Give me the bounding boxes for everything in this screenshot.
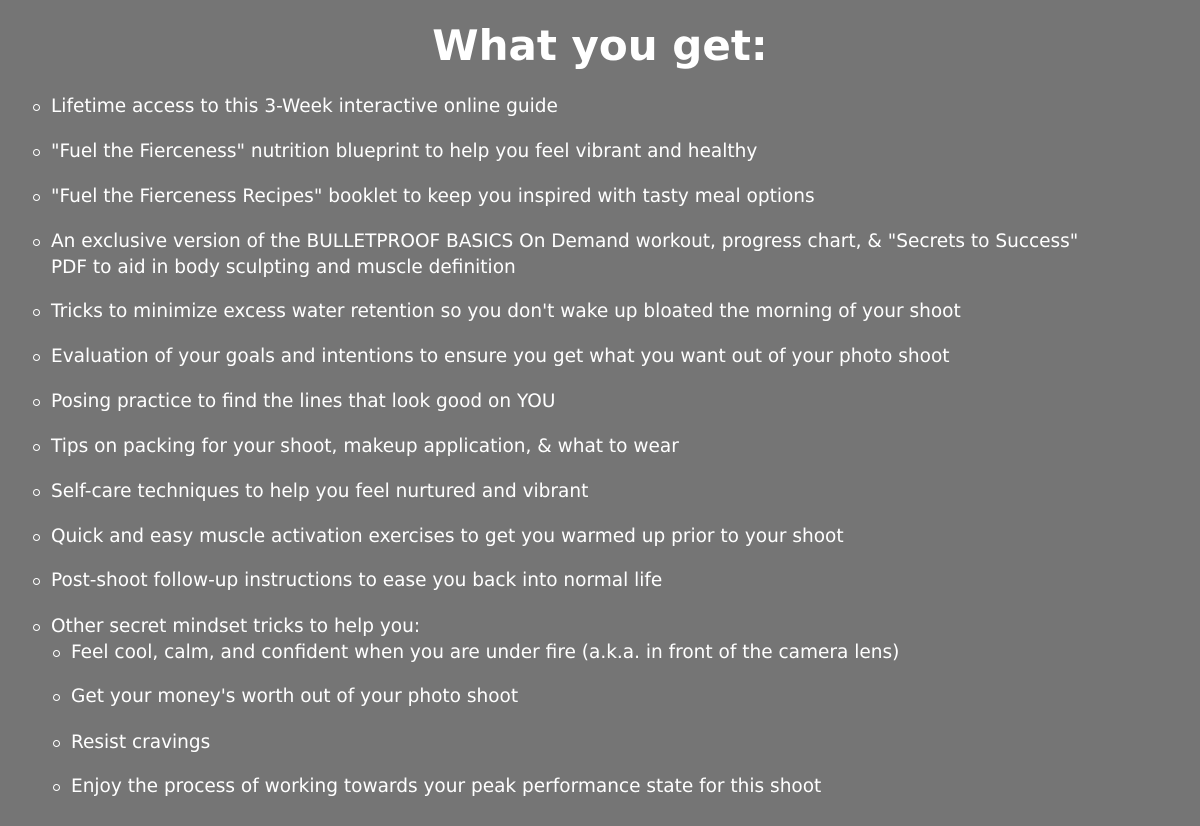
bullet-circle-icon (33, 399, 40, 406)
bullet-circle-icon (33, 104, 40, 111)
list-item-text: An exclusive version of the BULLETPROOF BASICS On Demand workout, progress chart, & "Secrets to Success" (51, 231, 1079, 252)
bullet-circle-icon (33, 354, 40, 361)
bullet-circle-icon (33, 444, 40, 451)
list-item-text-continued: PDF to aid in body sculpting and muscle definition (51, 257, 516, 278)
list-item-text: Other secret mindset tricks to help you: (51, 616, 421, 637)
page-title: What you get: (432, 21, 768, 70)
bullet-circle-icon (33, 194, 40, 201)
list-item-text: Post-shoot follow-up instructions to ease you back into normal life (51, 570, 663, 591)
list-item-text: "Fuel the Fierceness" nutrition blueprint to help you feel vibrant and healthy (51, 141, 758, 162)
sub-list-item-text: Resist cravings (71, 732, 211, 753)
list-item (51, 344, 1161, 370)
bullet-circle-icon (53, 740, 60, 747)
bullet-circle-icon (33, 309, 40, 316)
list-item-text: Evaluation of your goals and intentions to ensure you get what you want out of your photo shoot (51, 346, 950, 367)
list-item-text: Lifetime access to this 3-Week interactive online guide (51, 96, 558, 117)
list-item (51, 184, 1161, 210)
list-item-text: "Fuel the Fierceness Recipes" booklet to keep you inspired with tasty meal options (51, 186, 815, 207)
list-item (51, 94, 1161, 120)
bullet-circle-icon (53, 694, 60, 701)
list-item-text: Tricks to minimize excess water retention so you don't wake up bloated the morning of your shoot (51, 301, 961, 322)
bullet-circle-icon (33, 534, 40, 541)
list-item (51, 568, 1161, 594)
sub-list-item-text: Feel cool, calm, and confident when you are under fire (a.k.a. in front of the camera lens) (71, 642, 900, 663)
list-item (51, 299, 1161, 325)
sub-list-item (71, 640, 1181, 666)
bullet-circle-icon (53, 784, 60, 791)
list-item (51, 434, 1161, 460)
list-item (51, 229, 1161, 281)
bullet-circle-icon (33, 489, 40, 496)
sub-list-item-text: Get your money's worth out of your photo shoot (71, 686, 519, 707)
bullet-circle-icon (33, 239, 40, 246)
list-item (51, 389, 1161, 415)
bullet-circle-icon (33, 578, 40, 585)
list-item (51, 524, 1161, 550)
sub-list-item-text: Enjoy the process of working towards your peak performance state for this shoot (71, 776, 822, 797)
sub-list-item (71, 730, 1181, 756)
list-item-text: Self-care techniques to help you feel nurtured and vibrant (51, 481, 589, 502)
list-item-text: Quick and easy muscle activation exercises to get you warmed up prior to your shoot (51, 526, 844, 547)
list-item (51, 479, 1161, 505)
bullet-circle-icon (53, 650, 60, 657)
bullet-circle-icon (33, 624, 40, 631)
sub-list-item (71, 684, 1181, 710)
sub-list-item (71, 774, 1181, 800)
bullet-circle-icon (33, 149, 40, 156)
list-item (51, 139, 1161, 165)
list-item-text: Posing practice to find the lines that look good on YOU (51, 391, 556, 412)
list-item (51, 614, 1161, 640)
list-item-text: Tips on packing for your shoot, makeup application, & what to wear (51, 436, 679, 457)
